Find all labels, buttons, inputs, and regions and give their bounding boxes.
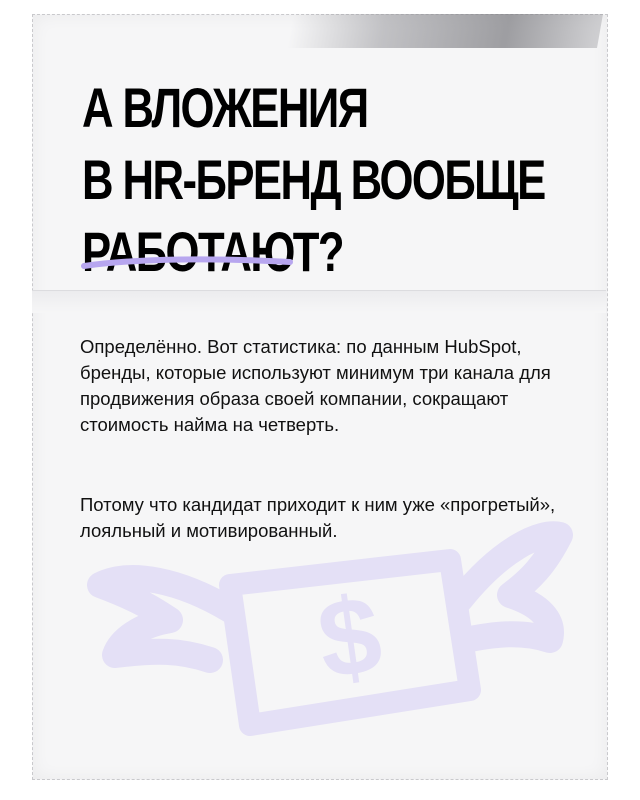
title-line-2: В HR-БРЕНД ВООБЩЕ (82, 148, 545, 211)
svg-text:$: $ (310, 572, 389, 703)
title-line-3: РАБОТАЮТ? (82, 220, 343, 283)
title-line-1: А ВЛОЖЕНИЯ (82, 76, 368, 139)
paragraph-statistics: Определённо. Вот статистика: по данным HubSpot, бренды, которые используют минимум три канала для продвижения образа своей компании, сокращают стоимость найма на четверть. (80, 336, 551, 435)
tape-strip (287, 14, 603, 48)
paper-fold (32, 290, 606, 313)
title-underline (80, 250, 300, 274)
paragraph-reason: Потому что кандидат приходит к ним уже «прогретый», лояльный и мотивированный. (80, 494, 556, 541)
